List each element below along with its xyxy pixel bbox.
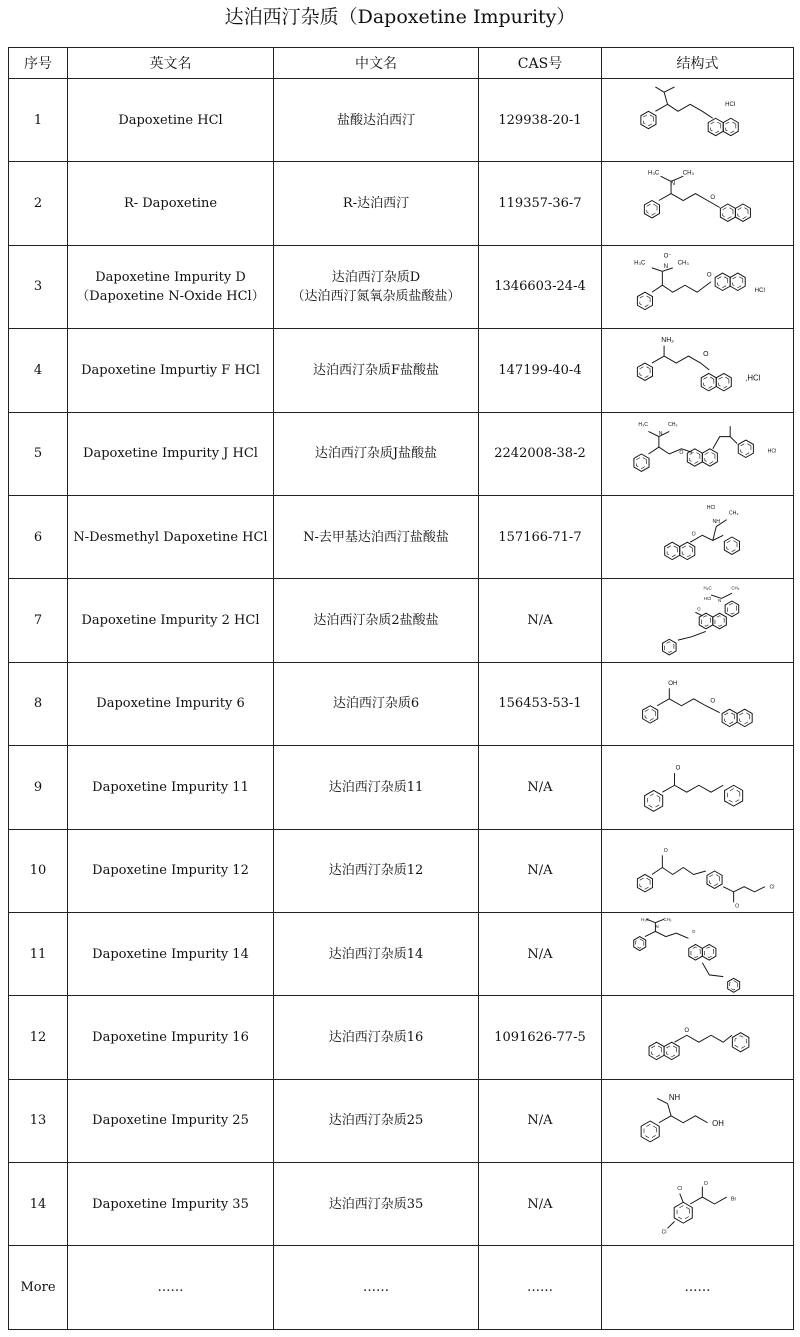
aromatic-bond xyxy=(690,947,699,958)
bond-chain xyxy=(648,431,658,436)
cell-chinese-name xyxy=(274,495,479,578)
header-chinese-name: 中文名 xyxy=(274,48,479,79)
table-row xyxy=(9,912,794,995)
header-structure: 结构式 xyxy=(602,48,794,79)
structure-label: O xyxy=(691,929,695,935)
cell-english-name xyxy=(68,746,274,829)
cell-english-name xyxy=(68,1163,274,1246)
cell-chinese-name-line: （达泊西汀氮氧杂质盐酸盐） xyxy=(291,288,461,304)
cell-chinese-name xyxy=(274,746,479,829)
cell-english-name-line: （Dapoxetine N-Oxide HCl） xyxy=(76,288,265,304)
structure-label: NH xyxy=(712,519,720,526)
cell-english-name xyxy=(68,1079,274,1162)
cell-english-name-line: Dapoxetine Impurity D xyxy=(95,269,246,285)
cell-structure: …… xyxy=(602,1246,794,1329)
structure-label: Cl xyxy=(661,1229,667,1236)
table-row xyxy=(9,162,794,245)
cell-no: 5 xyxy=(9,412,68,495)
cell-chinese-name-line: 达泊西汀杂质35 xyxy=(328,1196,424,1212)
aromatic-bond xyxy=(726,540,736,552)
aromatic-bond xyxy=(703,377,713,389)
aromatic-bond xyxy=(722,206,732,218)
bond-chain xyxy=(651,282,710,292)
cell-english-name-line: Dapoxetine Impurity 16 xyxy=(92,1029,249,1045)
cell-structure xyxy=(602,412,794,495)
cell-structure xyxy=(602,329,794,412)
cell-chinese-name-line: 达泊西汀杂质2盐酸盐 xyxy=(313,613,439,629)
cell-english-name-line: Dapoxetine Impurity 12 xyxy=(92,863,249,879)
aromatic-bond xyxy=(704,451,714,463)
structure-drawing xyxy=(607,1164,789,1244)
structure-label: ,HCl xyxy=(744,373,760,383)
bond-chain xyxy=(678,631,706,640)
bond-chain xyxy=(712,436,736,448)
impurity-table xyxy=(8,47,794,1330)
aromatic-bond xyxy=(709,873,719,885)
table-row xyxy=(9,79,794,162)
structure-label: H₃C xyxy=(633,259,645,267)
structure-drawing xyxy=(607,747,789,827)
aromatic-bond xyxy=(740,443,750,455)
structure-drawing xyxy=(607,247,789,327)
structure-label: N xyxy=(655,924,659,930)
bond-chain xyxy=(667,1222,674,1229)
table-row xyxy=(9,495,794,578)
cell-cas: N/A xyxy=(479,1163,602,1246)
table-header xyxy=(9,48,794,79)
cell-no: 3 xyxy=(9,245,68,328)
structure-label: N xyxy=(663,262,668,270)
cell-chinese-name-line: 达泊西汀杂质12 xyxy=(328,863,424,879)
aromatic-bond xyxy=(647,794,659,808)
table-row xyxy=(9,1163,794,1246)
aromatic-bond xyxy=(717,276,727,288)
structure-drawing xyxy=(607,80,789,160)
cell-no: 4 xyxy=(9,329,68,412)
header-row xyxy=(9,48,794,79)
structure-label: N xyxy=(670,179,675,187)
structure-label: HCl xyxy=(754,287,765,295)
cell-english-name xyxy=(68,579,274,662)
aromatic-bond xyxy=(664,641,673,652)
table-row xyxy=(9,245,794,328)
structure-label: CH₃ xyxy=(728,510,738,517)
cell-chinese-name-line: 达泊西汀杂质F盐酸盐 xyxy=(312,362,440,378)
table-row xyxy=(9,1246,794,1329)
cell-cas: 2242008-38-2 xyxy=(479,412,602,495)
aromatic-bond xyxy=(682,545,692,557)
table-row xyxy=(9,746,794,829)
structure-drawing xyxy=(607,831,789,911)
cell-english-name-line: Dapoxetine Impurity 2 HCl xyxy=(81,613,260,629)
cell-no: 14 xyxy=(9,1163,68,1246)
bond-chain xyxy=(667,1103,670,1115)
cell-chinese-name-line: 达泊西汀杂质25 xyxy=(328,1113,424,1129)
cell-cas: N/A xyxy=(479,829,602,912)
cell-structure xyxy=(602,495,794,578)
cell-english-name-line: Dapoxetine Impurity 14 xyxy=(92,946,249,962)
structure-label: O xyxy=(663,847,668,854)
aromatic-bond xyxy=(639,295,649,307)
cell-structure xyxy=(602,162,794,245)
structure-label: Cl xyxy=(768,884,774,891)
table-row xyxy=(9,412,794,495)
structure-label: CH₃ xyxy=(667,421,678,428)
page-title: 达泊西汀杂质（Dapoxetine Impurity） xyxy=(224,6,576,28)
cell-cas: N/A xyxy=(479,579,602,662)
cell-chinese-name-line: R-达泊西汀 xyxy=(342,196,410,212)
structure-label: Cl xyxy=(676,1186,682,1193)
aromatic-bond xyxy=(645,708,655,720)
structure-drawing xyxy=(607,581,789,661)
structure-label: CH₃ xyxy=(663,917,672,923)
aromatic-bond xyxy=(639,877,649,889)
cell-structure xyxy=(602,1163,794,1246)
aromatic-bond xyxy=(725,121,735,133)
structure-drawing xyxy=(607,997,789,1077)
aromatic-bond xyxy=(636,457,646,469)
cell-no: 8 xyxy=(9,662,68,745)
cell-cas: …… xyxy=(479,1246,602,1329)
header-no: 序号 xyxy=(9,48,68,79)
structure-label: O xyxy=(706,271,712,279)
cell-chinese-name xyxy=(274,412,479,495)
structure-label: H₃C xyxy=(640,917,649,923)
structure-label: O xyxy=(702,351,709,359)
cell-structure xyxy=(602,829,794,912)
cell-chinese-name-line: 达泊西汀杂质11 xyxy=(328,779,424,795)
table-row xyxy=(9,1079,794,1162)
bond-chain xyxy=(690,1197,727,1204)
cell-chinese-name-line: 盐酸达泊西汀 xyxy=(336,112,415,128)
cell-english-name xyxy=(68,412,274,495)
aromatic-bond xyxy=(718,377,728,389)
table-row xyxy=(9,662,794,745)
cell-structure xyxy=(602,746,794,829)
aromatic-bond xyxy=(651,1045,661,1057)
structure-label: O xyxy=(709,193,715,201)
structure-drawing xyxy=(607,164,789,244)
cell-structure xyxy=(602,579,794,662)
cell-chinese-name xyxy=(274,579,479,662)
bond-chain xyxy=(658,1116,707,1123)
cell-chinese-name xyxy=(274,79,479,162)
header-english-name: 英文名 xyxy=(68,48,274,79)
cell-english-name xyxy=(68,495,274,578)
cell-no: 6 xyxy=(9,495,68,578)
aromatic-bond xyxy=(710,121,720,133)
table-row xyxy=(9,579,794,662)
header-cas: CAS号 xyxy=(479,48,602,79)
structure-label: H₃C xyxy=(637,421,648,428)
structure-drawing xyxy=(607,414,789,494)
cell-english-name-line: Dapoxetine Impurity J HCl xyxy=(83,446,258,462)
cell-english-name-line: Dapoxetine Impurity 6 xyxy=(96,696,245,712)
structure-drawing xyxy=(607,1081,789,1161)
cell-chinese-name-line: 达泊西汀杂质14 xyxy=(328,946,424,962)
cell-english-name xyxy=(68,912,274,995)
structure-label: NH₂ xyxy=(660,337,674,345)
cell-cas: 1346603-24-4 xyxy=(479,245,602,328)
table-row xyxy=(9,829,794,912)
structure-label: CH₃ xyxy=(730,585,739,591)
aromatic-bond xyxy=(677,1206,689,1220)
structure-label: O⁻ xyxy=(663,252,672,260)
structure-label: O xyxy=(691,531,696,538)
structure-label: HCl xyxy=(706,505,715,512)
bond-chain xyxy=(679,1194,682,1203)
bond-chain xyxy=(660,176,670,181)
cell-chinese-name xyxy=(274,245,479,328)
cell-no: 13 xyxy=(9,1079,68,1162)
bond-chain xyxy=(655,105,712,119)
bond-chain xyxy=(651,268,661,271)
aromatic-bond xyxy=(689,451,699,463)
structure-label: N xyxy=(717,597,721,603)
cell-chinese-name xyxy=(274,162,479,245)
cell-english-name-line: N-Desmethyl Dapoxetine HCl xyxy=(73,529,268,545)
aromatic-bond xyxy=(701,615,710,626)
cell-english-name xyxy=(68,996,274,1079)
aromatic-bond xyxy=(732,276,742,288)
cell-chinese-name xyxy=(274,1163,479,1246)
cell-chinese-name-line: …… xyxy=(363,1280,389,1296)
table-row xyxy=(9,329,794,412)
aromatic-bond xyxy=(704,947,713,958)
cell-chinese-name-line: 达泊西汀杂质D xyxy=(331,269,421,285)
structure-label: OH xyxy=(667,679,677,687)
aromatic-bond xyxy=(734,1036,745,1049)
cell-chinese-name-line: N-去甲基达泊西汀盐酸盐 xyxy=(303,529,449,545)
cell-no: 12 xyxy=(9,996,68,1079)
bond-chain xyxy=(723,886,765,891)
cell-cas: 1091626-77-5 xyxy=(479,996,602,1079)
cell-english-name-line: Dapoxetine Impurtiy F HCl xyxy=(81,362,260,378)
cell-structure xyxy=(602,662,794,745)
cell-english-name xyxy=(68,662,274,745)
structure-label: CH₃ xyxy=(682,169,694,177)
cell-english-name xyxy=(68,245,274,328)
aromatic-bond xyxy=(639,366,649,378)
bond-chain xyxy=(664,87,674,92)
structure-label: O xyxy=(709,697,715,705)
structure-label: H₃C xyxy=(703,585,712,591)
structure-drawing xyxy=(607,914,789,994)
cell-chinese-name-line: 达泊西汀杂质J盐酸盐 xyxy=(314,446,438,462)
cell-cas: 147199-40-4 xyxy=(479,329,602,412)
cell-chinese-name xyxy=(274,1079,479,1162)
structure-label: HCl xyxy=(703,595,711,601)
cell-cas: 119357-36-7 xyxy=(479,162,602,245)
cell-chinese-name xyxy=(274,829,479,912)
cell-chinese-name xyxy=(274,1246,479,1329)
cell-chinese-name xyxy=(274,329,479,412)
aromatic-bond xyxy=(737,206,747,218)
bond-chain xyxy=(648,447,691,454)
structure-label: HCl xyxy=(767,448,776,455)
aromatic-bond xyxy=(727,603,736,614)
cell-english-name-line: …… xyxy=(157,1280,184,1296)
structure-label: H₃C xyxy=(647,169,659,177)
structure-drawing xyxy=(607,664,789,744)
cell-english-name-line: R- Dapoxetine xyxy=(123,196,218,212)
cell-structure xyxy=(602,245,794,328)
structure-label: OH xyxy=(711,1119,724,1129)
aromatic-bond xyxy=(643,114,653,126)
cell-english-name-line: Dapoxetine HCl xyxy=(118,112,223,128)
cell-no: 11 xyxy=(9,912,68,995)
structure-label: CH₃ xyxy=(677,259,689,267)
cell-chinese-name xyxy=(274,912,479,995)
cell-english-name xyxy=(68,79,274,162)
cell-structure xyxy=(602,996,794,1079)
bond-chain xyxy=(644,931,687,938)
table-row xyxy=(9,996,794,1079)
aromatic-bond xyxy=(667,545,677,557)
aromatic-bond xyxy=(729,981,737,990)
structure-label: O xyxy=(683,1027,689,1035)
bond-chain xyxy=(655,87,667,104)
aromatic-bond xyxy=(739,712,749,724)
cell-no: 1 xyxy=(9,79,68,162)
aromatic-bond xyxy=(724,712,734,724)
cell-english-name xyxy=(68,1246,274,1329)
cell-english-name xyxy=(68,329,274,412)
structure-label: HCl xyxy=(724,101,735,109)
cell-chinese-name xyxy=(274,662,479,745)
bond-chain xyxy=(662,786,723,793)
aromatic-bond xyxy=(635,939,643,948)
bond-chain xyxy=(721,593,731,598)
aromatic-bond xyxy=(727,789,739,803)
structure-label: NH xyxy=(668,1093,680,1103)
cell-no: 2 xyxy=(9,162,68,245)
cell-cas: N/A xyxy=(479,746,602,829)
cell-chinese-name-line: 达泊西汀杂质16 xyxy=(328,1029,424,1045)
cell-no: 9 xyxy=(9,746,68,829)
cell-cas: N/A xyxy=(479,1079,602,1162)
structure-label: O xyxy=(734,903,739,910)
cell-cas: 157166-71-7 xyxy=(479,495,602,578)
cell-english-name-line: Dapoxetine Impurity 35 xyxy=(92,1196,249,1212)
structure-label: N xyxy=(658,430,662,437)
cell-cas: N/A xyxy=(479,912,602,995)
bond-chain xyxy=(695,612,702,615)
structure-drawing xyxy=(607,330,789,410)
structure-label: Br xyxy=(730,1196,736,1203)
aromatic-bond xyxy=(644,1124,656,1138)
table-body xyxy=(9,79,794,1330)
bond-chain xyxy=(657,1098,667,1103)
structure-label: O xyxy=(703,1181,708,1188)
bond-chain xyxy=(702,963,723,977)
structure-label: O xyxy=(696,606,701,612)
aromatic-bond xyxy=(714,615,723,626)
structure-label: O xyxy=(678,449,684,456)
cell-no: 10 xyxy=(9,829,68,912)
cell-english-name-line: Dapoxetine Impurity 25 xyxy=(92,1113,249,1129)
cell-no: More xyxy=(9,1246,68,1329)
cell-structure xyxy=(602,912,794,995)
bond-chain xyxy=(651,867,705,874)
bond-chain xyxy=(674,1036,731,1043)
aromatic-bond xyxy=(666,1045,676,1057)
structure-drawing xyxy=(607,497,789,577)
cell-no: 7 xyxy=(9,579,68,662)
bond-chain xyxy=(712,527,715,541)
cell-cas: 156453-53-1 xyxy=(479,662,602,745)
cell-english-name-line: Dapoxetine Impurity 11 xyxy=(92,779,249,795)
aromatic-bond xyxy=(646,203,656,215)
structure-label: O xyxy=(675,764,680,772)
cell-cas: 129938-20-1 xyxy=(479,79,602,162)
cell-structure xyxy=(602,1079,794,1162)
cell-structure xyxy=(602,79,794,162)
cell-chinese-name-line: 达泊西汀杂质6 xyxy=(332,696,420,712)
cell-english-name xyxy=(68,829,274,912)
cell-chinese-name xyxy=(274,996,479,1079)
cell-english-name xyxy=(68,162,274,245)
bond-chain xyxy=(651,356,708,370)
